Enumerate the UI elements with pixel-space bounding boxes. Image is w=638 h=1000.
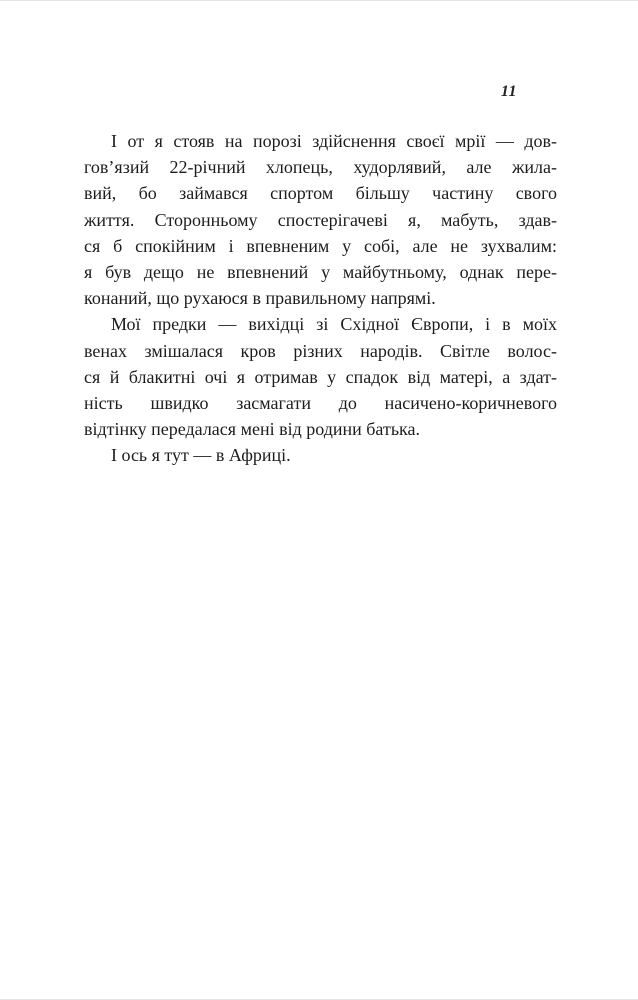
text-line: вий, бо займався спортом більшу частину свого <box>84 183 557 204</box>
page-number: 11 <box>500 83 517 100</box>
paragraph <box>84 442 557 468</box>
text-line: венах змішалася кров різних народів. Світле волос- <box>84 340 557 361</box>
paragraph <box>84 128 557 311</box>
text-line: ність швидко засмагати до насичено-коричневого <box>84 393 557 414</box>
page-top-edge <box>0 0 638 1</box>
text-line: І ось я тут — в Африці. <box>111 445 291 466</box>
text-line: гов’язий 22-річний хлопець, худорлявий, але жила- <box>84 157 557 178</box>
text-line: відтінку передалася мені від родини батька. <box>84 419 420 440</box>
text-line: ся й блакитні очі я отримав у спадок від матері, а здат- <box>84 366 557 387</box>
text-line: Мої предки — вихідці зі Східної Європи, і в моїх <box>111 314 557 335</box>
paragraph <box>84 311 557 442</box>
text-line: ся б спокійним і впевненим у собі, але не зухвалим: <box>84 235 557 256</box>
text-line: конаний, що рухаюся в правильному напрямі. <box>84 288 436 309</box>
text-line: життя. Сторонньому спостерігачеві я, мабуть, здав- <box>84 209 557 230</box>
text-line: І от я стояв на порозі здійснення своєї мрії — дов- <box>111 131 557 151</box>
body-text-block <box>84 128 557 469</box>
text-line: я був дещо не впевнений у майбутньому, однак пере- <box>84 262 557 283</box>
